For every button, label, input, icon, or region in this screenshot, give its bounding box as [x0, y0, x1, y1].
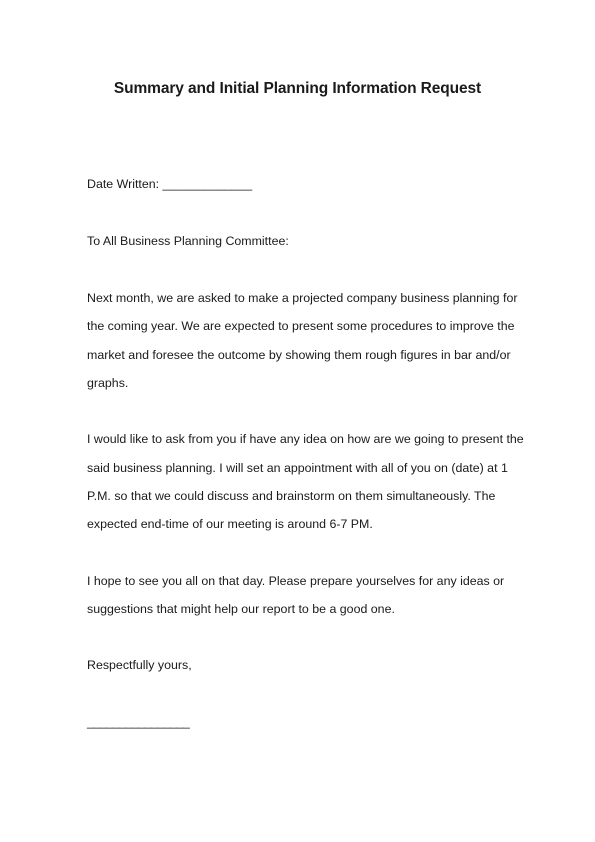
signature-line: ________________	[87, 715, 190, 729]
closing: Respectfully yours,	[87, 658, 192, 672]
paragraph-line: I hope to see you all on that day. Please prepare yourselves for any ideas or	[87, 574, 505, 588]
paragraph-line: the coming year. We are expected to present some procedures to improve the	[87, 319, 515, 333]
paragraph-line: expected end-time of our meeting is around 6-7 PM.	[87, 517, 373, 531]
paragraph-line: P.M. so that we could discuss and brainstorm on them simultaneously. The	[87, 489, 496, 503]
document-title: Summary and Initial Planning Information Request	[113, 80, 482, 97]
paragraph-line: suggestions that might help our report to be a good one.	[87, 602, 395, 616]
paragraph-line: I would like to ask from you if have any idea on how are we going to present the	[87, 432, 524, 446]
paragraph-line: graphs.	[87, 376, 129, 390]
paragraph-line: market and foresee the outcome by showing them rough figures in bar and/or	[87, 348, 511, 362]
date-written-line: Date Written: _____________	[87, 177, 253, 191]
paragraph-line: Next month, we are asked to make a projected company business planning for	[87, 291, 518, 305]
paragraph-line: said business planning. I will set an appointment with all of you on (date) at 1	[87, 461, 508, 475]
salutation: To All Business Planning Committee:	[87, 234, 289, 248]
